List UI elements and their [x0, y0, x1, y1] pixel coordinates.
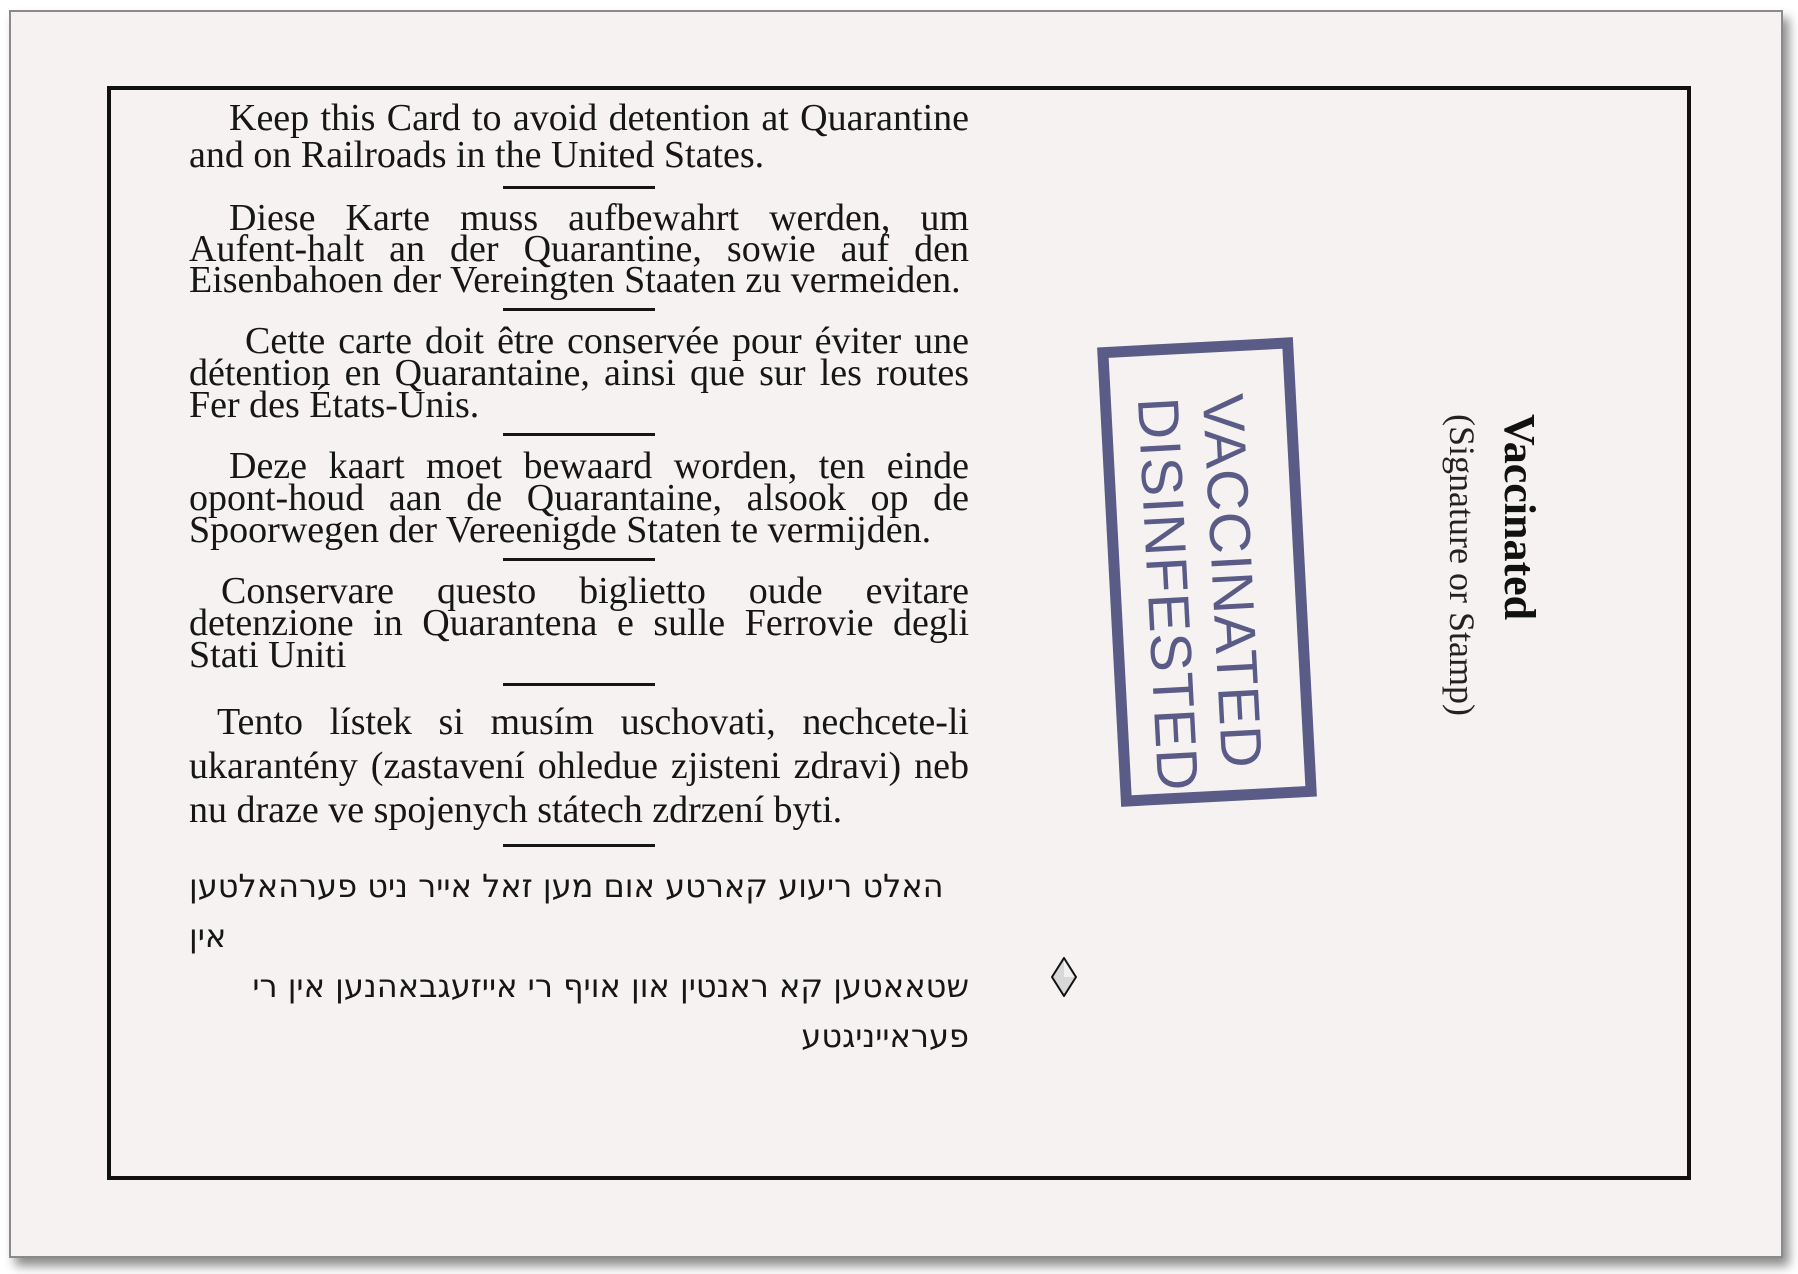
paragraph-dutch — [189, 445, 969, 551]
paragraph-french — [189, 320, 969, 426]
vaccinated-heading: Vaccinated — [1495, 414, 1544, 621]
paragraph-italian-text: Conservare questo biglietto oude evitare detenzione in Quarantena e sulle Ferrovie degli Stati Uniti — [189, 570, 969, 676]
paragraph-dutch-text: Deze kaart moet bewaard worden, ten einde opont-houd aan de Quarantaine, alsook op de Spoorwegen der Vereenigde Staten te vermijden. — [189, 445, 969, 551]
paragraph-english — [189, 97, 969, 176]
signature-or-stamp-label: (Signature or Stamp) — [1442, 414, 1482, 716]
divider-rule — [503, 308, 655, 311]
divider-rule — [503, 558, 655, 561]
instructions-column — [189, 97, 969, 1061]
paragraph-german — [189, 197, 969, 301]
paragraph-yiddish-line1: האלט ריעוע קארטע אום מען זאל אייר ניט פערהאלטען אין — [189, 867, 944, 955]
vaccinated-disinfested-stamp — [1097, 337, 1317, 807]
diamond-ornament-icon — [1051, 957, 1077, 997]
paragraph-yiddish-line2: שטאאטען קא ראנטין און אויף רי אייזעגבאהנען אין רי פעראייניגטע — [252, 967, 969, 1055]
divider-rule — [503, 433, 655, 436]
paragraph-german-text: Diese Karte muss aufbewahrt werden, um Aufent-halt an der Quarantine, sowie auf den Eisenbahoen der Vereingten Staaten zu vermeiden. — [189, 197, 969, 301]
signature-area — [1442, 414, 1544, 794]
paragraph-italian — [189, 570, 969, 676]
divider-rule — [503, 186, 655, 189]
paragraph-english-text: Keep this Card to avoid detention at Quarantine and on Railroads in the United States. — [189, 97, 969, 176]
quarantine-card — [9, 10, 1783, 1258]
paragraph-french-text: Cette carte doit être conservée pour éviter une détention en Quarantaine, ainsi que sur les routes Fer des États-Unis. — [189, 320, 969, 426]
stamp-line-disinfested: DISINFESTED — [1124, 395, 1211, 794]
stamp-line-vaccinated: VACCINATED — [1189, 392, 1275, 771]
divider-rule — [503, 683, 655, 686]
paragraph-czech-text: Tento lístek si musím uschovati, nechcete-li ukarantény (zastavení ohledue zjisteni zdravi) neb nu draze ve spojenych státech zdrzení byti. — [189, 701, 969, 831]
divider-rule — [503, 844, 655, 847]
paragraph-czech — [189, 700, 969, 832]
